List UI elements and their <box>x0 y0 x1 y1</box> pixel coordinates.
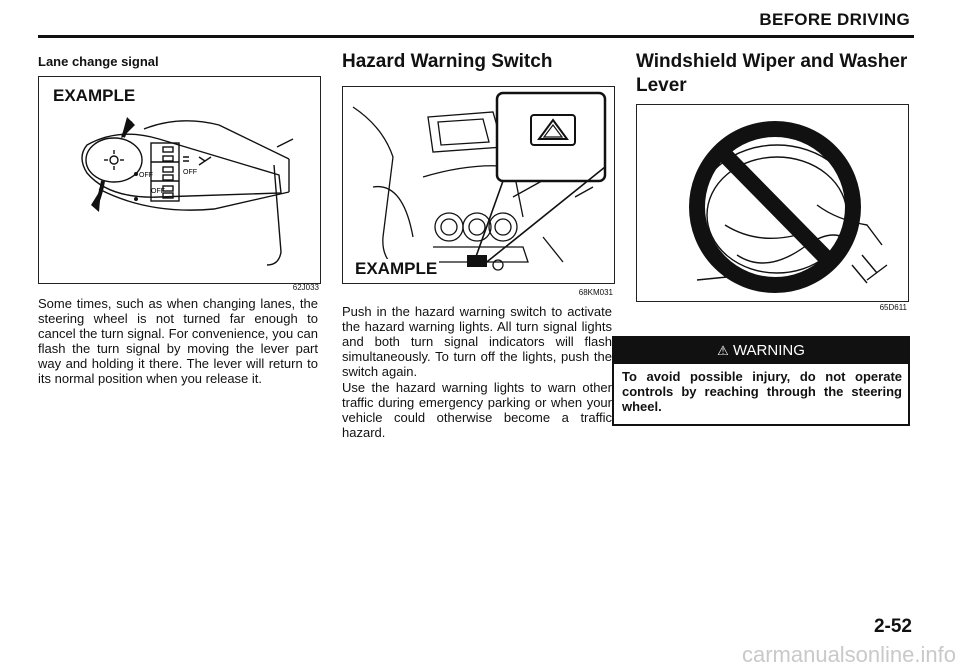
lane-change-heading: Lane change signal <box>38 54 159 69</box>
no-reaching-through-wheel-illustration <box>637 105 908 301</box>
figure-code: 62J033 <box>292 283 319 292</box>
figure-code: 65D611 <box>879 303 907 312</box>
figure-code: 68KM031 <box>578 288 613 297</box>
lane-change-figure <box>38 76 321 284</box>
hazard-paragraph-1: Push in the hazard warning switch to activate the hazard warning lights. All turn signal lights and both turn signal indicators will flash simultaneously. To turn off the lights, push the switch again. <box>342 304 612 379</box>
warning-triangle-icon: ⚠ <box>717 343 729 358</box>
warning-text: To avoid possible injury, do not operate controls by reaching through the steering wheel. <box>622 369 902 414</box>
off-label-1: OFF <box>151 188 165 195</box>
turn-signal-lever-illustration <box>39 77 320 283</box>
warning-header <box>614 338 908 364</box>
figure-example-label: EXAMPLE <box>355 259 438 278</box>
hazard-heading: Hazard Warning Switch <box>342 51 553 72</box>
figure-example-label: EXAMPLE <box>53 86 136 105</box>
wiper-heading: Windshield Wiper and Washer Lever <box>636 51 908 96</box>
page-header-title: BEFORE DRIVING <box>759 10 910 29</box>
warning-box <box>612 336 910 426</box>
header-rule <box>38 35 914 38</box>
off-label-2: OFF <box>183 169 197 176</box>
warning-title: WARNING <box>732 342 805 359</box>
hazard-figure <box>342 86 615 284</box>
watermark: carmanualsonline.info <box>741 642 956 667</box>
page-number: 2-52 <box>873 616 912 637</box>
lane-change-paragraph: Some times, such as when changing lanes, the steering wheel is not turned far enough to cancel the turn signal. For convenience, you can flash the turn signal by moving the lever part way and holding it there. The lever will return to its normal position when you release it. <box>38 296 318 386</box>
off-label-3: OFF <box>139 172 153 179</box>
hazard-switch-illustration <box>343 87 614 283</box>
hazard-paragraph-2: Use the hazard warning lights to warn other traffic during emergency parking or when your vehicle could otherwise become a traffic hazard. <box>342 380 612 440</box>
wiper-figure <box>636 104 909 302</box>
